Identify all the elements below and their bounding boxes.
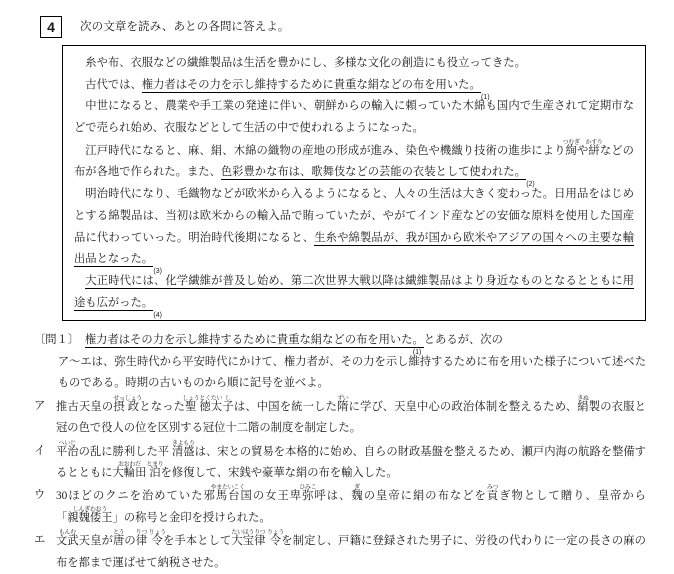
question-1-lead: 〔問１〕 権力者はその力を示し維持するために貴重な絹などの布を用いた。 (1) とあるが、次の: [34, 334, 503, 357]
passage-paragraph-3: 中世になると、農業や手工業の発達に伴い、朝鮮からの輸入に頼っていた木綿も国内で生産されて定期市などで売られ始め、衣服などとして生活の中で使われるようになった。: [74, 100, 634, 135]
passage-paragraph-6: 大正時代には、化学繊維が普及し始め、第二次世界大戦以降は繊維製品はより身近なものとなるとともに用途も広がった。 (4): [74, 274, 634, 319]
underline-2: 色彩豊かな布は、歌舞伎などの芸能の衣装として使われた。: [220, 166, 526, 179]
ruby-kinu: 絢つむぎ: [562, 139, 580, 157]
ruby-gi: 魏ぎ: [351, 485, 364, 503]
choice-u-label: ウ: [34, 489, 46, 502]
question-1-quote: 権力者はその力を示し維持するために貴重な絹などの布を用いた。: [84, 334, 424, 347]
underline-3: 生糸や綿製品が、我が国から欧米やアジアの国々への主要な輸出品となった。: [74, 231, 634, 266]
ruby-heiji: 平治へいじ: [56, 440, 79, 458]
ruby-ritsu: 律りつ: [135, 530, 148, 548]
ruby-ritsu2: 律りつ: [254, 530, 266, 548]
choice-u-text: 30ほどのクニを治めていた邪馬台国やまたいこくの女王卑弥呼ひみこは、魏ぎの皇帝に絹の布などを貢みつぎ物として贈り、皇帝から「親魏倭王しんぎわおう」の称号と金印を授けられた。: [56, 485, 646, 524]
choice-a-label: ア: [34, 399, 46, 412]
underline-1: 権力者はその力を示し維持するために貴重な絹などの布を用いた。: [141, 78, 481, 91]
ruby-taiho: 大宝たいほう: [231, 530, 255, 548]
underline-4: 大正時代には、化学繊維が普及し始め、第二次世界大戦以降は繊維製品はより身近なものとなるとともに用途も広がった。: [74, 274, 634, 309]
ruby-yamataikoku: 邪馬台国やまたいこく: [203, 485, 253, 503]
ruby-mitsugi: 貢みつ: [486, 485, 500, 503]
ruby-kiyomori: 清盛きよもり: [171, 440, 195, 458]
ruby-owada: 大輪田おおわだ: [112, 461, 147, 479]
choice-i-label: イ: [34, 444, 46, 457]
passage-paragraph-5: 明治時代になり、毛織物などが欧米から入るようになると、人々の生活は大きく変わった。日用品をはじめとする綿製品は、当初は欧米からの輸入品で賄っていたが、やがてインド産などの安価な原料を使用した国産品に代わっていった。明治時代後期になると、生糸や綿製品が、我が国から欧米やアジアの国々への主要な輸出品となった。 (3): [74, 188, 634, 276]
ruby-shingiwao: 親魏倭王しんぎわおう: [67, 506, 113, 524]
question-1-choices: [34, 396, 646, 574]
choice-e-label: エ: [34, 534, 46, 547]
ruby-zui: 隋ずい: [337, 395, 349, 413]
question-1-body: ア～エは、弥生時代から平安時代にかけて、権力者が、その力を示し維持するために布を用いた様子について述べたものである。時期の古いものから順に記号を並べよ。: [57, 355, 646, 390]
choice-a-text: 推古天皇の摂せっ政しょうとなった聖しょう徳とく太たい子しは、中国を統一した隋ずいに学び、天皇中心の政治体制を整えるため、絹きぬ製の衣服と冠の色で役人の位を区別する冠位十二階の制度を制定した。: [56, 395, 646, 435]
ruby-to: 唐とう: [112, 530, 125, 548]
reading-passage: [62, 45, 646, 321]
choice-i[interactable]: [34, 441, 646, 485]
ruby-kinu: 絹きぬ: [577, 395, 589, 413]
choice-u[interactable]: [34, 485, 646, 529]
ruby-ryo2: 令りょう: [267, 530, 285, 548]
question-instruction: 次の文章を読み、あとの各問に答えよ。: [80, 20, 290, 33]
passage-paragraph-4: 江戸時代になると、麻、絹、木綿の織物の産地の形成が進み、染色や機織り技術の進歩により絢つむぎや絣かすりなどの布が各地で作られた。また、色彩豊かな布は、歌舞伎などの芸能の衣装として使われた。 (2): [74, 139, 634, 189]
ruby-sessho: 摂せっ政しょう: [113, 395, 142, 413]
question-1: [34, 330, 646, 574]
ruby-ryo: 令りょう: [148, 530, 166, 548]
choice-e-text: 文武もんむ天皇が唐とうの律りつ 令りょうを手本として大宝たいほう律りつ 令りょうを制定し、戸籍に登録された男子に、労役の代わりに一定の長さの麻の布を都まで運ばせて納税させた。: [56, 530, 646, 569]
choice-i-text: 平治へいじの乱に勝利した平 清盛きよもりは、宋との貿易を本格的に始め、自らの財政基盤を整えるため、瀬戸内海の航路を整備するとともに大輪田おおわだ泊とまりを修復して、宋銭や豪華な絹の布を輸入した。: [56, 440, 646, 479]
ruby-tomari: 泊とまり: [146, 461, 164, 479]
choice-a[interactable]: [34, 396, 646, 440]
ruby-kasuri: 絣かすり: [585, 139, 603, 157]
choice-e[interactable]: [34, 530, 646, 574]
question-1-label: 〔問１〕: [34, 334, 74, 347]
passage-paragraph-1: 糸や布、衣服などの繊維製品は生活を豊かにし、多様な文化の創造にも役立ってきた。: [85, 57, 526, 69]
question-1-lead-tail: とあるが、次の: [423, 334, 503, 347]
question-number-box: 4: [40, 16, 62, 38]
passage-paragraph-2: 古代では、権力者はその力を示し維持するために貴重な絹などの布を用いた。 (1): [85, 78, 490, 101]
ruby-monmu: 文武もんむ: [56, 530, 79, 548]
ruby-shotoku: 聖しょう徳とく太たい子し: [182, 395, 234, 413]
ruby-himiko: 卑弥呼ひみこ: [289, 485, 327, 503]
question-header: [40, 16, 652, 38]
